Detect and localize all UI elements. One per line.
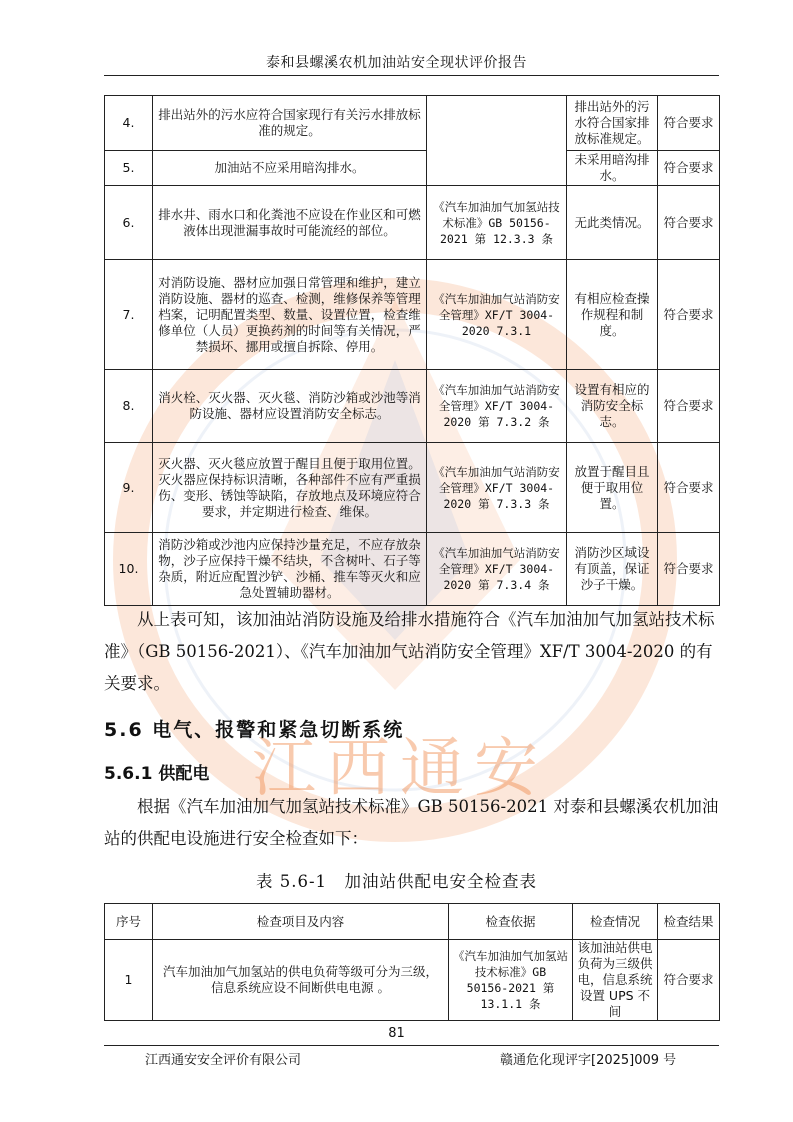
- check-content: 消火栓、灭火器、灭火毯、消防沙箱或沙池等消防设施、器材应设置消防安全标志。: [153, 370, 427, 443]
- intro-paragraph: [104, 791, 719, 855]
- check-conclusion: 符合要求: [658, 96, 720, 151]
- table-row: [105, 533, 720, 606]
- table-row: [105, 96, 720, 151]
- header-result: 检查情况: [573, 904, 658, 940]
- check-basis-empty: [427, 96, 567, 186]
- check-result: 消防沙区域设有顶盖，保证沙子干燥。: [567, 533, 658, 606]
- table-row: [105, 151, 720, 186]
- table-row: [105, 370, 720, 443]
- table-row: [105, 940, 720, 1021]
- header-basis: 检查依据: [449, 904, 573, 940]
- table-row: [105, 443, 720, 533]
- check-conclusion: 符合要求: [658, 940, 720, 1021]
- header-conclusion: 检查结果: [658, 904, 720, 940]
- check-content: 灭火器、灭火毯应放置于醒目且便于取用位置。灭火器应保持标识清晰，各种部件不应有严重损伤、变形、锈蚀等缺陷，存放地点及环境应符合要求，并定期进行检查、维保。: [153, 443, 427, 533]
- row-number: 4.: [105, 96, 153, 151]
- footer-doc-number: 赣通危化现评字[2025]009 号: [500, 1053, 677, 1068]
- power-supply-check-table: [104, 903, 720, 1021]
- page-number: 81: [388, 1026, 405, 1041]
- row-number: 5.: [105, 151, 153, 186]
- section-heading-5-6: 5.6 电气、报警和紧急切断系统: [104, 719, 405, 741]
- table-row: [105, 260, 720, 370]
- row-number: 8.: [105, 370, 153, 443]
- check-content: 排出站外的污水应符合国家现行有关污水排放标准的规定。: [153, 96, 427, 151]
- header-content: 检查项目及内容: [153, 904, 449, 940]
- table-header-row: [105, 904, 720, 940]
- row-number: 7.: [105, 260, 153, 370]
- check-basis: 《汽车加油加气加氢站技术标准》GB 50156-2021 第 12.3.3 条: [427, 186, 567, 260]
- check-result: 有相应检查操作规程和制度。: [567, 260, 658, 370]
- section-heading-5-6-1: 5.6.1 供配电: [104, 764, 210, 784]
- table-caption: 表 5.6-1 加油站供配电安全检查表: [255, 872, 538, 891]
- check-conclusion: 符合要求: [658, 370, 720, 443]
- check-conclusion: 符合要求: [658, 260, 720, 370]
- watermark-text: 江西通安: [252, 732, 548, 806]
- footer-company: 江西通安安全评价有限公司: [145, 1053, 302, 1068]
- check-basis: 《汽车加油加气站消防安全管理》XF/T 3004-2020 第 7.3.2 条: [427, 370, 567, 443]
- check-content: 排水井、雨水口和化粪池不应设在作业区和可燃液体出现泄漏事故时可能流经的部位。: [153, 186, 427, 260]
- header-rule: [104, 75, 719, 76]
- check-result: 排出站外的污水符合国家排放标准规定。: [567, 96, 658, 151]
- row-number: 6.: [105, 186, 153, 260]
- check-content: 汽车加油加气加氢站的供电负荷等级可分为三级，信息系统应设不间断供电电源 。: [153, 940, 449, 1021]
- check-conclusion: 符合要求: [658, 186, 720, 260]
- check-result: 该加油站供电负荷为三级供电，信息系统设置 UPS 不间: [573, 940, 658, 1021]
- check-result: 设置有相应的消防安全标志。: [567, 370, 658, 443]
- check-content: 对消防设施、器材应加强日常管理和维护，建立消防设施、器材的巡查、检测，维修保养等管理档案，记明配置类型、数量、设置位置，检查维修单位（人员）更换药剂的时间等有关情况，严禁损坏、挪用或擅自拆除、停用。: [153, 260, 427, 370]
- header-no: 序号: [105, 904, 153, 940]
- row-number: 10.: [105, 533, 153, 606]
- check-result: 未采用暗沟排水。: [567, 151, 658, 186]
- check-basis: 《汽车加油加气站消防安全管理》XF/T 3004-2020 第 7.3.4 条: [427, 533, 567, 606]
- summary-paragraph-text: 从上表可知，该加油站消防设施及给排水措施符合《汽车加油加气加氢站技术标准》（GB 50156-2021）、《汽车加油加气站消防安全管理》XF/T 3004-2020 的有关要求。: [104, 610, 715, 693]
- check-result: 放置于醒目且便于取用位置。: [567, 443, 658, 533]
- check-basis: 《汽车加油加气站消防安全管理》XF/T 3004-2020 第 7.3.3 条: [427, 443, 567, 533]
- check-conclusion: 符合要求: [658, 151, 720, 186]
- fire-drainage-check-table: [104, 95, 720, 606]
- check-content: 加油站不应采用暗沟排水。: [153, 151, 427, 186]
- check-basis: 《汽车加油加气加氢站技术标准》GB 50156-2021 第 13.1.1 条: [449, 940, 573, 1021]
- table-row: [105, 186, 720, 260]
- check-conclusion: 符合要求: [658, 533, 720, 606]
- check-conclusion: 符合要求: [658, 443, 720, 533]
- check-content: 消防沙箱或沙池内应保持沙量充足，不应存放杂物，沙子应保持干燥不结块，不含树叶、石子等杂质，附近应配置沙铲、沙桶、推车等灭火和应急处置辅助器材。: [153, 533, 427, 606]
- check-result: 无此类情况。: [567, 186, 658, 260]
- row-number: 9.: [105, 443, 153, 533]
- footer-rule: [104, 1045, 719, 1046]
- summary-paragraph: [104, 604, 719, 700]
- check-basis: 《汽车加油加气站消防安全管理》XF/T 3004-2020 7.3.1: [427, 260, 567, 370]
- intro-paragraph-text: 根据《汽车加油加气加氢站技术标准》GB 50156-2021 对泰和县螺溪农机加油站的供配电设施进行安全检查如下：: [104, 797, 719, 848]
- page-header-title: 泰和县螺溪农机加油站安全现状评价报告: [266, 55, 527, 71]
- row-number: 1: [105, 940, 153, 1021]
